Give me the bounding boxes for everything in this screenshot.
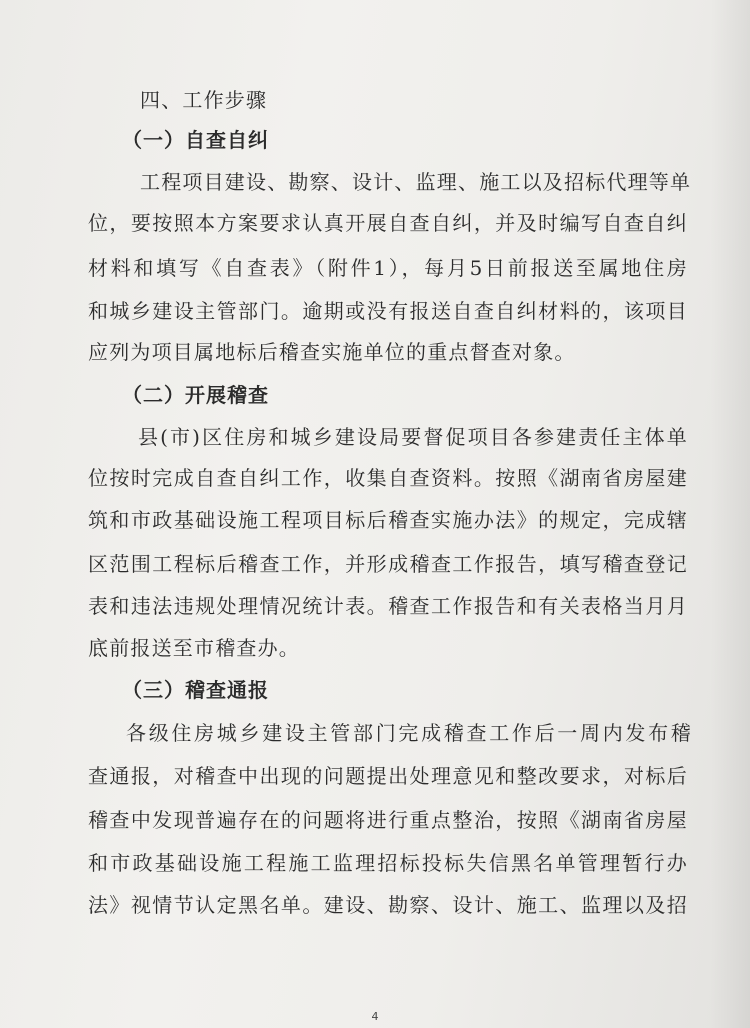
paragraph-3-line-2: 查通报，对稽查中出现的问题提出处理意见和整改要求，对标后 <box>88 764 688 788</box>
paragraph-1-line-3: 材料和填写《自查表》（附件1），每月5日前报送至属地住房 <box>88 256 688 280</box>
paragraph-1-line-4: 和城乡建设主管部门。逾期或没有报送自查自纠材料的，该项目 <box>88 299 688 323</box>
paragraph-2-line-5: 表和违法违规处理情况统计表。稽查工作报告和有关表格当月月 <box>88 594 688 618</box>
page-number: 4 <box>371 1010 379 1023</box>
paragraph-1-line-1: 工程项目建设、勘察、设计、监理、施工以及招标代理等单 <box>140 170 692 194</box>
paragraph-2-line-1: 县(市)区住房和城乡建设局要督促项目各参建责任主体单 <box>138 425 688 449</box>
paragraph-3-line-1: 各级住房城乡建设主管部门完成稽查工作后一周内发布稽 <box>126 721 692 745</box>
paragraph-3-line-5: 法》视情节认定黑名单。建设、勘察、设计、施工、监理以及招 <box>88 893 688 917</box>
subsection-heading-2: （二）开展稽查 <box>122 383 269 407</box>
page-shadow <box>710 0 750 1028</box>
paragraph-2-line-4: 区范围工程标后稽查工作，并形成稽查工作报告，填写稽查登记 <box>88 552 688 576</box>
paragraph-2-line-2: 位按时完成自查自纠工作，收集自查资料。按照《湖南省房屋建 <box>88 466 688 490</box>
paragraph-2-line-6: 底前报送至市稽查办。 <box>88 636 300 660</box>
subsection-heading-1: （一）自查自纠 <box>122 128 269 152</box>
paragraph-1-line-2: 位，要按照本方案要求认真开展自查自纠，并及时编写自查自纠 <box>88 211 688 235</box>
paragraph-1-line-5: 应列为项目属地标后稽查实施单位的重点督查对象。 <box>88 340 576 364</box>
section-title: 四、工作步骤 <box>140 88 268 112</box>
paragraph-3-line-4: 和市政基础设施工程施工监理招标投标失信黑名单管理暂行办 <box>88 851 688 875</box>
subsection-heading-3: （三）稽查通报 <box>122 678 269 702</box>
paragraph-3-line-3: 稽查中发现普遍存在的问题将进行重点整治，按照《湖南省房屋 <box>88 808 688 832</box>
paragraph-2-line-3: 筑和市政基础设施工程项目标后稽查实施办法》的规定，完成辖 <box>88 508 688 532</box>
